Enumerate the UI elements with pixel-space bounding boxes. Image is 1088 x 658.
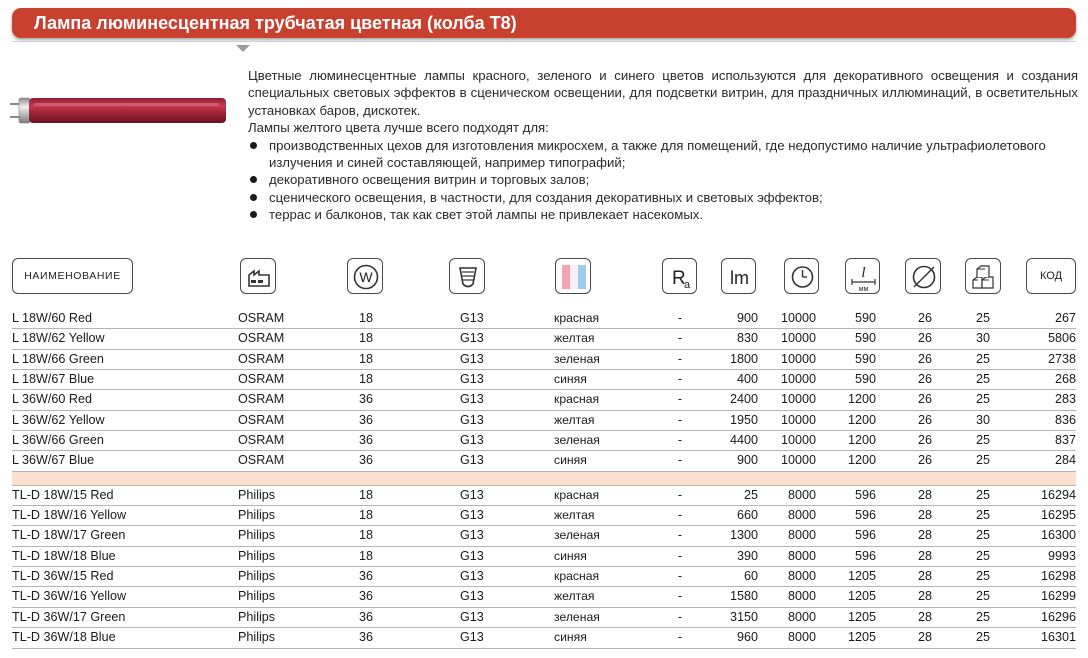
ra-cell: - — [677, 412, 683, 427]
model-cell: TL-D 36W/16 Yellow — [12, 589, 127, 604]
brand-cell: Philips — [238, 569, 276, 584]
code-cell: 268 — [1054, 372, 1076, 387]
lumen-cell: 1950 — [729, 412, 758, 427]
package-cell: 25 — [975, 311, 990, 325]
ra-cell: - — [677, 528, 683, 543]
base-cell: G13 — [460, 487, 484, 502]
base-cell: G13 — [460, 433, 484, 448]
wattage-cell: 18 — [358, 548, 373, 563]
table-row — [12, 329, 1076, 349]
base-cell: G13 — [460, 569, 484, 584]
table-row — [12, 350, 1076, 370]
code-cell: 284 — [1054, 453, 1076, 468]
color-cell: желтая — [554, 331, 595, 346]
lifetime-icon — [784, 258, 819, 294]
length-cell: 1200 — [847, 433, 876, 448]
package-icon — [965, 258, 1001, 294]
description-intro: Цветные люминесцентные лампы красного, зеленого и синего цветов используются для декоративного освещения и создания специальных световых эффектов в сценическом освещении, для подсветки витрин, для праздничных иллюминаций, в осветительных установках баров, дискотек. — [248, 68, 1078, 118]
color-cell: синяя — [554, 372, 587, 387]
base-cell: G13 — [460, 609, 484, 624]
color-cell: желтая — [554, 589, 595, 604]
model-cell: TL-D 18W/16 Yellow — [12, 508, 127, 523]
code-cell: 16301 — [1040, 630, 1076, 645]
base-cell: G13 — [460, 630, 484, 645]
code-cell: 16295 — [1040, 508, 1076, 523]
diameter-cell: 28 — [917, 548, 932, 563]
lifetime-cell: 10000 — [780, 372, 816, 387]
diameter-cell: 26 — [917, 331, 932, 346]
brand-cell: Philips — [238, 548, 276, 563]
wattage-cell: 36 — [358, 569, 373, 584]
length-cell: 1205 — [847, 609, 876, 624]
model-cell: L 36W/62 Yellow — [12, 412, 105, 427]
color-cell: зеленая — [554, 351, 600, 366]
model-cell: L 18W/67 Blue — [12, 372, 95, 387]
color-cell: красная — [554, 487, 600, 502]
lifetime-cell: 8000 — [787, 548, 816, 563]
brand-cell: OSRAM — [238, 453, 285, 468]
diameter-cell: 28 — [917, 487, 932, 502]
lifetime-cell: 10000 — [780, 412, 816, 427]
base-cell: G13 — [460, 589, 484, 604]
svg-text:a: a — [684, 279, 691, 291]
ra-cell: - — [677, 372, 683, 387]
group-separator — [12, 472, 1076, 486]
lumen-icon — [721, 258, 756, 294]
diameter-icon — [905, 258, 941, 294]
lifetime-cell: 8000 — [787, 569, 816, 584]
table-row — [12, 506, 1076, 526]
wattage-cell: 18 — [358, 528, 373, 543]
brand-cell: Philips — [238, 609, 276, 624]
use-list-item: производственных цехов для изготовления микросхем, а также для помещений, где недопустимо наличие ультрафиолетового излучения и синей составляющей, например типографий; — [248, 137, 1078, 172]
model-cell: L 18W/66 Green — [12, 351, 104, 366]
package-cell: 25 — [975, 528, 990, 543]
wattage-cell: 36 — [358, 609, 373, 624]
brand-cell: Philips — [238, 487, 276, 502]
lumen-cell: 4400 — [729, 433, 758, 448]
wattage-cell: 18 — [358, 508, 373, 523]
brand-cell: Philips — [238, 508, 276, 523]
lifetime-cell: 10000 — [780, 331, 816, 346]
description — [248, 67, 1078, 224]
length-cell: 596 — [854, 487, 876, 502]
base-cell: G13 — [460, 528, 484, 543]
base-cell: G13 — [460, 453, 484, 468]
model-cell: TL-D 36W/15 Red — [12, 569, 114, 584]
use-list-item: декоративного освещения витрин и торговых залов; — [248, 171, 1078, 188]
table-row — [12, 628, 1076, 648]
diameter-cell: 26 — [917, 311, 932, 325]
code-cell: 836 — [1054, 412, 1076, 427]
base-cell: G13 — [460, 351, 484, 366]
lumen-cell: 660 — [736, 508, 758, 523]
brand-cell: OSRAM — [238, 412, 285, 427]
wattage-icon — [347, 258, 383, 294]
lifetime-cell: 8000 — [787, 487, 816, 502]
package-cell: 25 — [975, 487, 990, 502]
svg-text:W: W — [359, 269, 373, 285]
model-cell: TL-D 18W/18 Blue — [12, 548, 116, 563]
use-list-item: террас и балконов, так как свет этой лампы не привлекает насекомых. — [248, 206, 1078, 223]
lumen-cell: 60 — [743, 569, 758, 584]
table-row — [12, 309, 1076, 329]
ra-cell: - — [677, 569, 683, 584]
code-cell: 5806 — [1047, 331, 1076, 346]
ra-cell: - — [677, 331, 683, 346]
package-cell: 25 — [975, 630, 990, 645]
lifetime-cell: 10000 — [780, 433, 816, 448]
bullet-icon — [250, 176, 257, 183]
color-cell: зеленая — [554, 609, 600, 624]
brand-cell: Philips — [238, 630, 276, 645]
base-cell: G13 — [460, 331, 484, 346]
ra-cell: - — [677, 392, 683, 407]
model-cell: L 18W/62 Yellow — [12, 331, 105, 346]
ra-cell: - — [677, 433, 683, 448]
length-icon — [845, 258, 880, 294]
lumen-cell: 2400 — [729, 392, 758, 407]
color-cell: зеленая — [554, 433, 600, 448]
code-cell: 16300 — [1040, 528, 1076, 543]
lumen-cell: 900 — [736, 453, 758, 468]
manufacturer-icon — [240, 258, 276, 294]
lumen-cell: 1580 — [729, 589, 758, 604]
diameter-cell: 26 — [917, 351, 932, 366]
brand-cell: OSRAM — [238, 433, 285, 448]
color-cell: синяя — [554, 630, 587, 645]
code-cell: 283 — [1054, 392, 1076, 407]
lifetime-cell: 10000 — [780, 453, 816, 468]
base-cell: G13 — [460, 311, 484, 325]
color-cell: красная — [554, 311, 600, 325]
ra-cell: - — [677, 508, 683, 523]
lumen-cell: 1300 — [729, 528, 758, 543]
table-row — [12, 390, 1076, 410]
model-cell: TL-D 18W/15 Red — [12, 487, 114, 502]
diameter-cell: 26 — [917, 433, 932, 448]
base-icon — [449, 258, 485, 294]
color-cell: красная — [554, 569, 600, 584]
lumen-cell: 900 — [736, 311, 758, 325]
wattage-cell: 36 — [358, 412, 373, 427]
diameter-cell: 28 — [917, 630, 932, 645]
color-cell: красная — [554, 392, 600, 407]
length-cell: 1200 — [847, 453, 876, 468]
ra-cell: - — [677, 630, 683, 645]
lifetime-cell: 8000 — [787, 528, 816, 543]
package-cell: 25 — [975, 351, 990, 366]
brand-cell: OSRAM — [238, 351, 285, 366]
model-cell: TL-D 36W/17 Green — [12, 609, 126, 624]
title-underline — [12, 41, 1076, 42]
lumen-cell: 400 — [736, 372, 758, 387]
package-cell: 25 — [975, 508, 990, 523]
code-cell: 2738 — [1047, 351, 1076, 366]
code-cell: 16298 — [1040, 569, 1076, 584]
lumen-cell: 960 — [736, 630, 758, 645]
diameter-cell: 28 — [917, 589, 932, 604]
length-cell: 596 — [854, 508, 876, 523]
use-list — [248, 137, 1078, 224]
code-cell: 267 — [1054, 311, 1076, 325]
length-cell: 596 — [854, 548, 876, 563]
model-cell: L 18W/60 Red — [12, 311, 93, 325]
diameter-cell: 26 — [917, 453, 932, 468]
svg-text:мм: мм — [858, 286, 869, 293]
table-row — [12, 547, 1076, 567]
color-cell: зеленая — [554, 528, 600, 543]
wattage-cell: 36 — [358, 453, 373, 468]
color-cell: желтая — [554, 412, 595, 427]
svg-text:lm: lm — [730, 268, 749, 288]
lumen-cell: 390 — [736, 548, 758, 563]
package-cell: 25 — [975, 433, 990, 448]
svg-text:l: l — [861, 265, 866, 281]
color-icon — [555, 258, 591, 294]
model-cell: L 36W/67 Blue — [12, 453, 95, 468]
diameter-cell: 28 — [917, 609, 932, 624]
table-row — [12, 451, 1076, 471]
wattage-cell: 36 — [358, 392, 373, 407]
diameter-cell: 28 — [917, 569, 932, 584]
ra-cell: - — [677, 609, 683, 624]
length-cell: 1205 — [847, 589, 876, 604]
brand-cell: Philips — [238, 528, 276, 543]
package-cell: 30 — [975, 412, 990, 427]
base-cell: G13 — [460, 372, 484, 387]
svg-text:R: R — [672, 268, 686, 289]
lifetime-cell: 10000 — [780, 351, 816, 366]
lamp-table — [12, 309, 1076, 649]
wattage-cell: 36 — [358, 433, 373, 448]
ra-cell: - — [677, 548, 683, 563]
wattage-cell: 18 — [358, 372, 373, 387]
lifetime-cell: 8000 — [787, 508, 816, 523]
diameter-cell: 26 — [917, 392, 932, 407]
lifetime-cell: 10000 — [780, 392, 816, 407]
package-cell: 25 — [975, 548, 990, 563]
package-cell: 30 — [975, 331, 990, 346]
bullet-icon — [250, 211, 257, 218]
wattage-cell: 18 — [358, 351, 373, 366]
color-cell: желтая — [554, 508, 595, 523]
model-cell: TL-D 18W/17 Green — [12, 528, 126, 543]
wattage-cell: 18 — [358, 331, 373, 346]
table-row — [12, 370, 1076, 390]
lifetime-cell: 8000 — [787, 630, 816, 645]
notch-marker — [236, 45, 250, 52]
length-cell: 590 — [854, 331, 876, 346]
diameter-cell: 28 — [917, 508, 932, 523]
table-row — [12, 526, 1076, 546]
bullet-icon — [250, 142, 257, 149]
lamp-cap — [19, 98, 30, 123]
ra-cell: - — [677, 453, 683, 468]
base-cell: G13 — [460, 412, 484, 427]
wattage-cell: 36 — [358, 589, 373, 604]
lifetime-cell: 8000 — [787, 589, 816, 604]
length-cell: 596 — [854, 528, 876, 543]
table-row — [12, 431, 1076, 451]
column-header-code: КОД — [1026, 258, 1076, 294]
table-row — [12, 567, 1076, 587]
code-cell: 16299 — [1040, 589, 1076, 604]
package-cell: 25 — [975, 372, 990, 387]
ra-cell: - — [677, 311, 683, 325]
lumen-cell: 3150 — [729, 609, 758, 624]
code-cell: 16296 — [1040, 609, 1076, 624]
wattage-cell: 18 — [358, 311, 373, 325]
brand-cell: OSRAM — [238, 331, 285, 346]
package-cell: 25 — [975, 569, 990, 584]
description-yellow-lead: Лампы желтого цвета лучше всего подходят для: — [248, 120, 549, 136]
column-header-name: НАИМЕНОВАНИЕ — [12, 258, 133, 294]
table-row — [12, 608, 1076, 628]
ra-cell: - — [677, 487, 683, 502]
code-cell: 9993 — [1047, 548, 1076, 563]
package-cell: 25 — [975, 609, 990, 624]
code-cell: 837 — [1054, 433, 1076, 448]
length-cell: 1205 — [847, 630, 876, 645]
wattage-cell: 36 — [358, 630, 373, 645]
length-cell: 590 — [854, 372, 876, 387]
model-cell: L 36W/66 Green — [12, 433, 104, 448]
base-cell: G13 — [460, 508, 484, 523]
ra-cell: - — [677, 351, 683, 366]
lifetime-cell: 10000 — [780, 311, 816, 325]
code-cell: 16294 — [1040, 487, 1076, 502]
length-cell: 1200 — [847, 392, 876, 407]
lamp-image — [8, 93, 228, 143]
ra-cell: - — [677, 589, 683, 604]
length-cell: 590 — [854, 311, 876, 325]
bullet-icon — [250, 194, 257, 201]
base-cell: G13 — [460, 392, 484, 407]
length-cell: 590 — [854, 351, 876, 366]
brand-cell: Philips — [238, 589, 276, 604]
color-cell: синяя — [554, 453, 587, 468]
wattage-cell: 18 — [358, 487, 373, 502]
lamp-tube — [29, 98, 226, 123]
lumen-cell: 1800 — [729, 351, 758, 366]
diameter-cell: 26 — [917, 412, 932, 427]
base-cell: G13 — [460, 548, 484, 563]
package-cell: 25 — [975, 392, 990, 407]
table-row — [12, 486, 1076, 506]
package-cell: 25 — [975, 589, 990, 604]
model-cell: L 36W/60 Red — [12, 392, 93, 407]
brand-cell: OSRAM — [238, 392, 285, 407]
diameter-cell: 26 — [917, 372, 932, 387]
diameter-cell: 28 — [917, 528, 932, 543]
model-cell: TL-D 36W/18 Blue — [12, 630, 116, 645]
length-cell: 1205 — [847, 569, 876, 584]
title-bar — [12, 8, 1076, 38]
lumen-cell: 830 — [736, 331, 758, 346]
color-cell: синяя — [554, 548, 587, 563]
page-title: Лампа люминесцентная трубчатая цветная (колба Т8) — [34, 13, 517, 33]
lifetime-cell: 8000 — [787, 609, 816, 624]
table-row — [12, 411, 1076, 431]
use-list-item: сценического освещения, в частности, для создания декоративных и световых эффектов; — [248, 189, 1078, 206]
brand-cell: OSRAM — [238, 372, 285, 387]
package-cell: 25 — [975, 453, 990, 468]
brand-cell: OSRAM — [238, 311, 285, 325]
lumen-cell: 25 — [743, 487, 758, 502]
table-row — [12, 587, 1076, 607]
length-cell: 1200 — [847, 412, 876, 427]
ra-icon — [662, 258, 697, 294]
